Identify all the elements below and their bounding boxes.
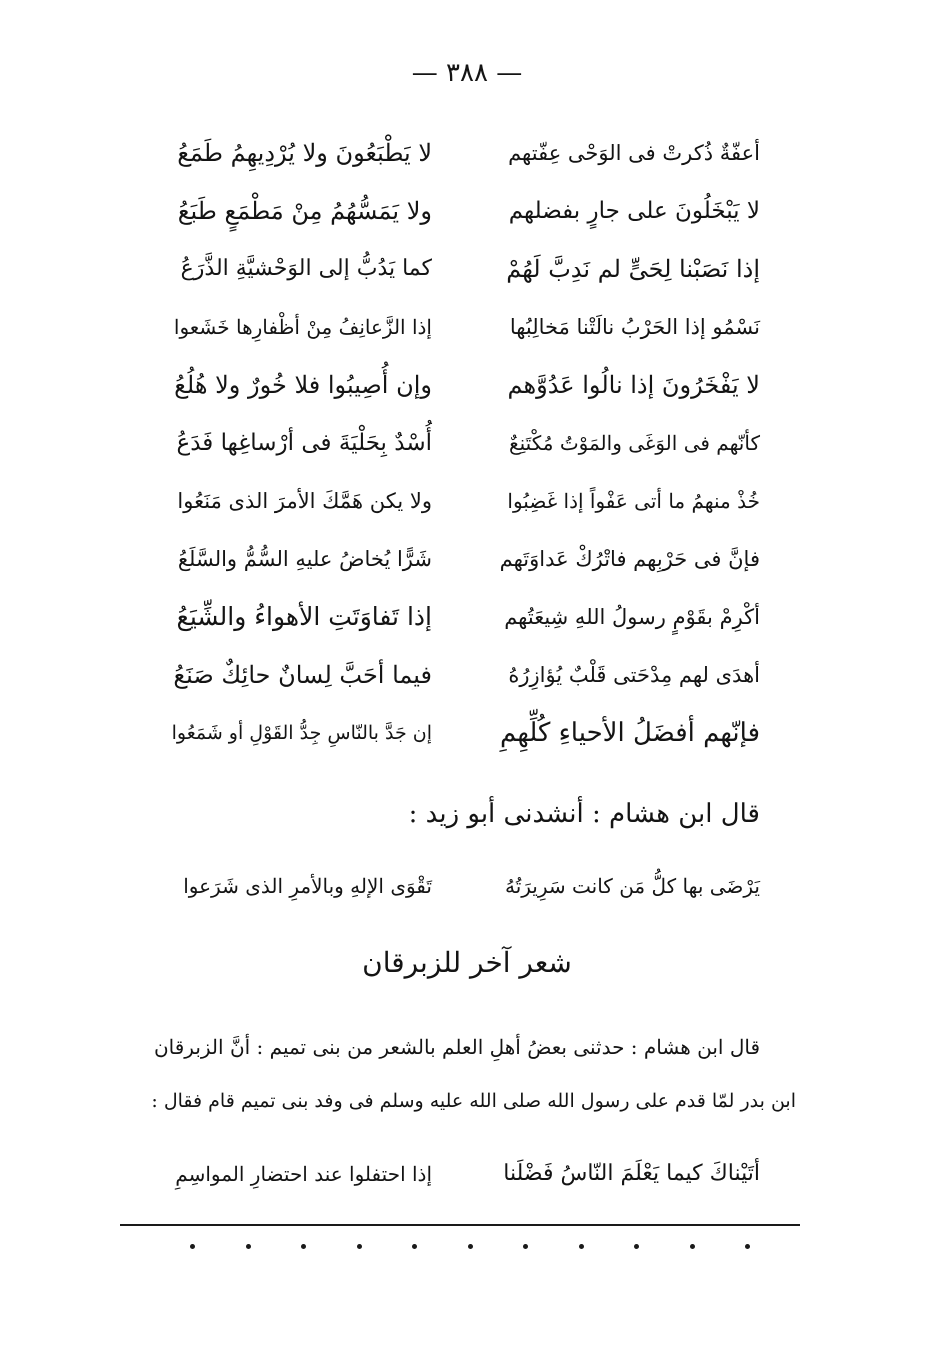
footer-dot xyxy=(468,1244,473,1249)
verse-row xyxy=(172,537,760,581)
narration-abu-zayd: قال ابن هشام : أنشدنى أبو زيد : xyxy=(408,799,760,829)
verse-second-hemistich: شَرًّا يُخاضُ عليهِ السُّمُّ والسَّلَعُ xyxy=(177,547,432,571)
footer-dot xyxy=(412,1244,417,1249)
verse-first-hemistich: خُذْ منهمُ ما أتى عَفْواً إذا غَضِبُوا xyxy=(507,489,760,513)
verse-first-hemistich: كأنّهم فى الوَغَى والمَوْتُ مُكْتَنِعٌ xyxy=(509,431,760,455)
verse-second-hemistich: أُسْدٌ بِحَلْيَةَ فى أرْساغِها فَدَعُ xyxy=(176,430,432,456)
verse-first-hemistich: نَسْمُو إذا الحَرْبُ نالَتْنا مَخالِبُها xyxy=(509,315,760,339)
footer-dot xyxy=(634,1244,639,1249)
verse-row xyxy=(172,479,760,523)
verse-first-hemistich: أكْرِمْ بقَوْمٍ رسولُ اللهِ شِيعَتُهم xyxy=(504,605,760,629)
verse-first-hemistich: إذا نَصَبْنا لِحَىٍّ لم نَدِبَّ لَهُمْ xyxy=(506,255,760,283)
verse-first-hemistich: أتَيْناكَ كيما يَعْلَمَ النّاسُ فَضْلَنا xyxy=(503,1161,760,1186)
footer-dot xyxy=(246,1244,251,1249)
verse-first-hemistich: أهدَى لهم مِدْحَتى قَلْبٌ يُؤازِرُهُ xyxy=(508,663,760,687)
verse-row xyxy=(172,711,760,755)
footer-dots xyxy=(190,1244,750,1260)
verse-row xyxy=(172,653,760,697)
verse-row xyxy=(172,363,760,407)
page-number: — ٣٨٨ — xyxy=(411,58,523,88)
verse-first-hemistich: لا يَبْخَلُونَ على جارٍ بفضلهم xyxy=(508,198,760,224)
extra-verse-row xyxy=(172,864,760,908)
verse-second-hemistich: إن جَدَّ بالنّاسِ جِدُّ القَوْلِ أو شَمَعُوا xyxy=(171,722,432,744)
verse-first-hemistich: أعفّةٌ ذُكرتْ فى الوَحْى عِفّتهم xyxy=(508,141,760,165)
verse-second-hemistich: كما يَدُبُّ إلى الوَحْشيَّةِ الذَّرَعُ xyxy=(180,256,432,281)
footer-dot xyxy=(301,1244,306,1249)
verse-row xyxy=(172,189,760,233)
verse-row xyxy=(172,595,760,639)
footer-dot xyxy=(190,1244,195,1249)
verse-first-hemistich: يَرْضَى بها كلُّ مَن كانت سَرِيرَتُهُ xyxy=(504,874,760,898)
footer-rule xyxy=(120,1224,800,1226)
verse-second-hemistich: إذا تَفاوَتَتِ الأهواءُ والشِّيَعُ xyxy=(176,602,432,631)
footer-dot xyxy=(523,1244,528,1249)
narration-line: قال ابن هشام : حدثنى بعضُ أهلِ العلم بالشعر من بنى تميم : أنَّ الزبرقان xyxy=(153,1035,760,1059)
footer-dot xyxy=(745,1244,750,1249)
verse-row xyxy=(172,305,760,349)
verse-second-hemistich: وإن أُصِيبُوا فلا خُورٌ ولا هُلُعُ xyxy=(174,371,432,399)
verse-row xyxy=(172,421,760,465)
verse-second-hemistich: إذا الزَّعانِفُ مِنْ أظْفارِها خَشَعوا xyxy=(173,315,432,339)
verse-second-hemistich: تَقْوَى الإلهِ وبالأمرِ الذى شَرَعوا xyxy=(183,874,432,898)
narration-line: ابن بدر لمّا قدم على رسول الله صلى الله عليه وسلم فى وفد بنى تميم قام فقال : xyxy=(151,1090,796,1112)
verse-first-hemistich: فإنَّ فى حَرْبِهم فاتْرُكْ عَداوَتَهم xyxy=(499,547,760,571)
verse-row xyxy=(172,131,760,175)
last-verse-row xyxy=(172,1152,760,1196)
poem-heading: شعر آخر للزبرقان xyxy=(362,946,572,979)
verse-second-hemistich: ولا يكن هَمَّكَ الأمرَ الذى مَنَعُوا xyxy=(177,489,432,513)
verse-second-hemistich: إذا احتفلوا عند احتضارِ المواسِمِ xyxy=(175,1162,432,1186)
verse-second-hemistich: لا يَطْبَعُونَ ولا يُرْدِيهِمُ طَمَعُ xyxy=(177,139,432,167)
verse-first-hemistich: لا يَفْخَرُونَ إذا نالُوا عَدُوَّهم xyxy=(507,371,760,399)
footer-dot xyxy=(579,1244,584,1249)
verse-row xyxy=(172,247,760,291)
verse-second-hemistich: ولا يَمَسُّهُمُ مِنْ مَطْمَعٍ طَبَعُ xyxy=(177,197,432,225)
verse-second-hemistich: فيما أحَبَّ لِسانٌ حائِكٌ صَنَعُ xyxy=(173,661,432,689)
footer-dot xyxy=(357,1244,362,1249)
verse-first-hemistich: فإنّهم أفضَلُ الأحياءِ كُلِّهِمِ xyxy=(500,718,760,748)
footer-dot xyxy=(690,1244,695,1249)
